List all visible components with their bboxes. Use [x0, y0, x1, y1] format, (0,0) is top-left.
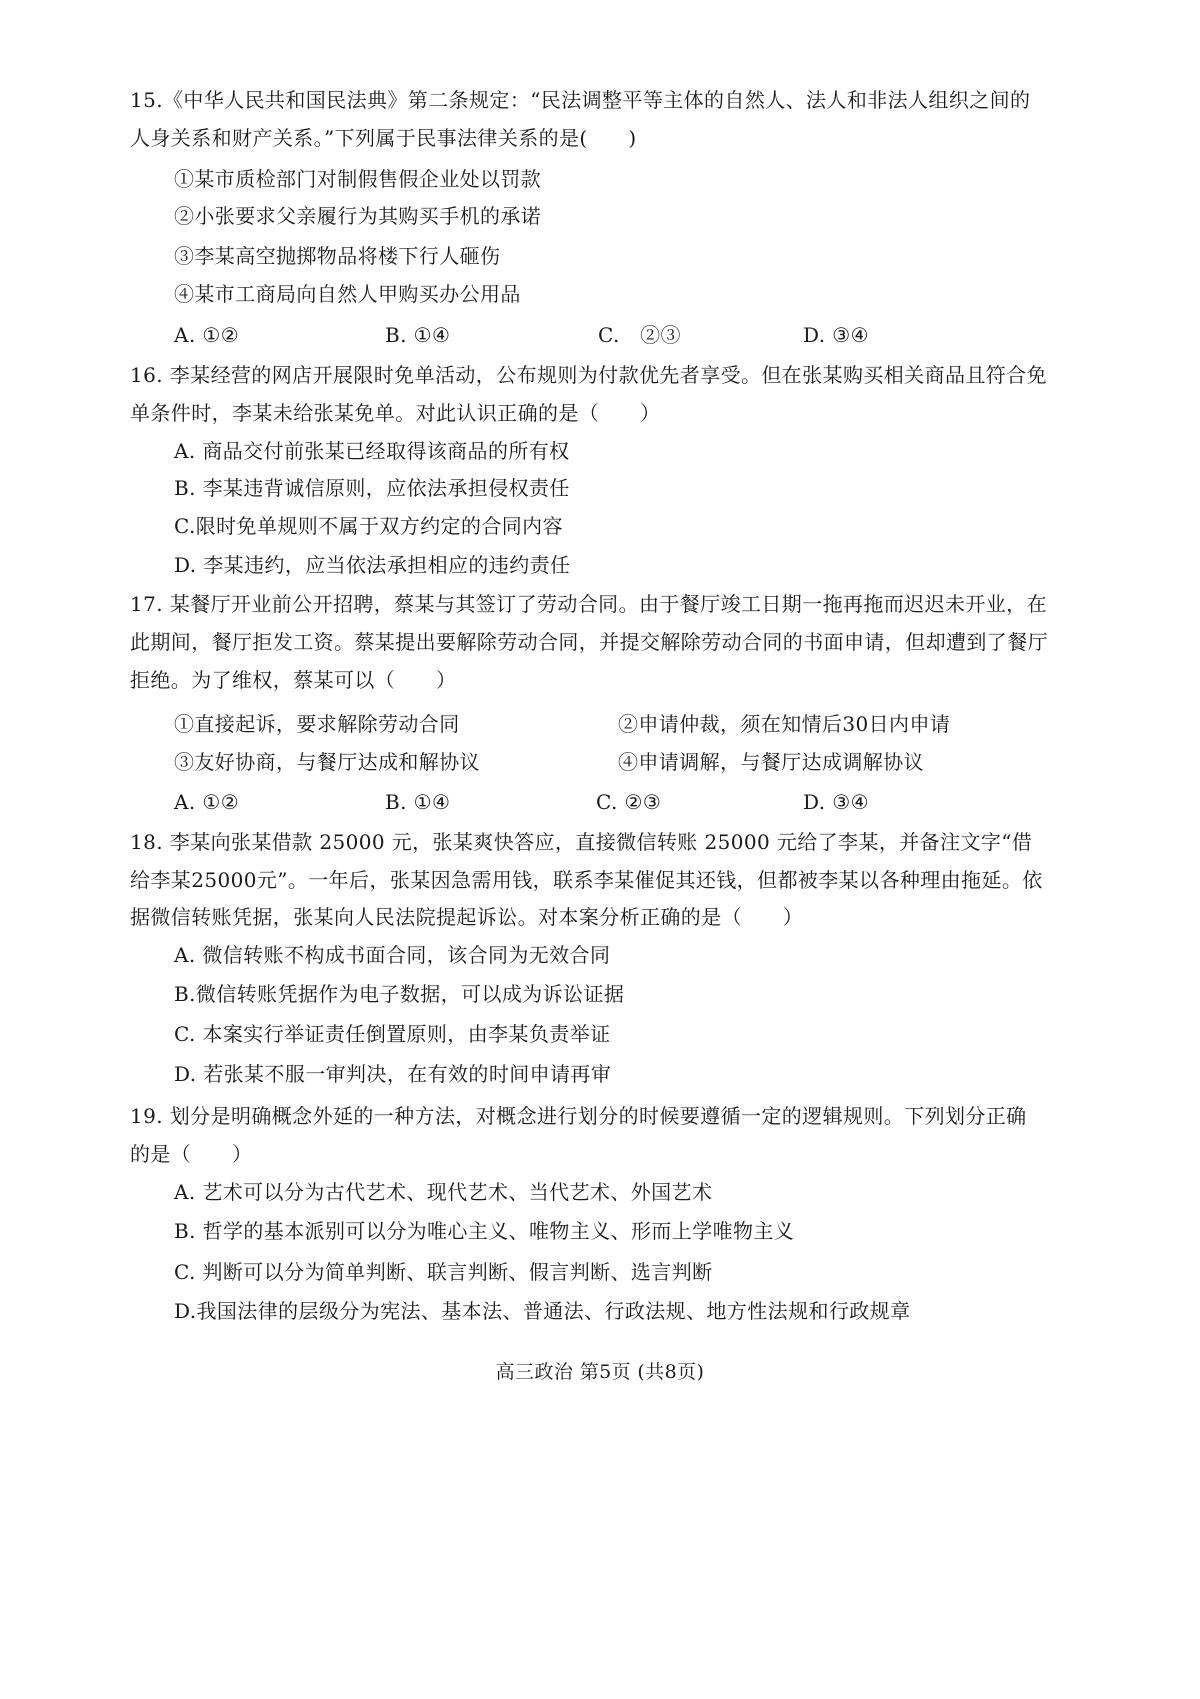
q18-stem-line1: 18. 李某向张某借款 25000 元，张某爽快答应，直接微信转账 25000 元给了李某，并备注文字“借: [130, 830, 1033, 854]
q18-choice-a: A. 微信转账不构成书面合同，该合同为无效合同: [174, 943, 611, 967]
q17-choice-c: C. ②③: [596, 790, 662, 814]
q18-stem-line2: 给李某25000元”。一年后，张某因急需用钱，联系李某催促其还钱，但都被李某以各种理由拖延。依: [130, 868, 1043, 892]
q15-item-2: ②小张要求父亲履行为其购买手机的承诺: [174, 204, 542, 228]
q15-choice-b: B. ①④: [385, 323, 451, 347]
q19-stem-line2: 的是（ ）: [130, 1142, 253, 1166]
q17-choice-d: D. ③④: [803, 790, 869, 814]
q19-choice-b: B. 哲学的基本派别可以分为唯心主义、唯物主义、形而上学唯物主义: [174, 1219, 795, 1243]
q15-item-4: ④某市工商局向自然人甲购买办公用品: [174, 282, 521, 306]
q17-choice-b: B. ①④: [385, 790, 451, 814]
q17-item-1: ①直接起诉，要求解除劳动合同: [174, 712, 460, 736]
q16-choice-b: B. 李某违背诚信原则，应依法承担侵权责任: [174, 476, 570, 500]
q19-choice-c: C. 判断可以分为简单判断、联言判断、假言判断、选言判断: [174, 1260, 713, 1284]
q18-choice-d: D. 若张某不服一审判决，在有效的时间申请再审: [174, 1062, 612, 1086]
q19-choice-d: D.我国法律的层级分为宪法、基本法、普通法、行政法规、地方性法规和行政规章: [174, 1299, 911, 1323]
q19-choice-a: A. 艺术可以分为古代艺术、现代艺术、当代艺术、外国艺术: [174, 1180, 713, 1204]
q16-choice-d: D. 李某违约，应当依法承担相应的违约责任: [174, 553, 571, 577]
q16-stem-line2: 单条件时，李某未给张某免单。对此认识正确的是（ ）: [130, 401, 661, 425]
q17-stem-line1: 17. 某餐厅开业前公开招聘，蔡某与其签订了劳动合同。由于餐厅竣工日期一拖再拖而迟迟未开业，在: [130, 592, 1047, 616]
q19-stem-line1: 19. 划分是明确概念外延的一种方法，对概念进行划分的时候要遵循一定的逻辑规则。下列划分正确: [130, 1104, 1027, 1128]
q17-stem-line3: 拒绝。为了维权，蔡某可以（ ）: [130, 668, 457, 692]
q16-choice-c: C.限时免单规则不属于双方约定的合同内容: [174, 514, 563, 538]
q17-item-3: ③友好协商，与餐厅达成和解协议: [174, 750, 480, 774]
q15-stem-line2: 人身关系和财产关系。”下列属于民事法律关系的是( ): [130, 126, 637, 150]
q17-item-2: ②申请仲裁，须在知情后30日内申请: [618, 712, 951, 736]
q17-item-4: ④申请调解，与餐厅达成调解协议: [618, 750, 924, 774]
q15-choice-a: A. ①②: [174, 323, 240, 347]
q15-item-3: ③李某高空抛掷物品将楼下行人砸伤: [174, 244, 501, 268]
page-footer: 高三政治 第5页 (共8页): [495, 1361, 705, 1383]
q16-choice-a: A. 商品交付前张某已经取得该商品的所有权: [174, 439, 570, 463]
q15-stem-line1: 15.《中华人民共和国民法典》第二条规定：“民法调整平等主体的自然人、法人和非法人组织之间的: [130, 88, 1031, 112]
q17-stem-line2: 此期间，餐厅拒发工资。蔡某提出要解除劳动合同，并提交解除劳动合同的书面申请，但却遭到了餐厅: [130, 630, 1048, 654]
q18-choice-b: B.微信转账凭据作为电子数据，可以成为诉讼证据: [174, 982, 625, 1006]
q16-stem-line1: 16. 李某经营的网店开展限时免单活动，公布规则为付款优先者享受。但在张某购买相关商品且符合免: [130, 363, 1047, 387]
q15-choice-d: D. ③④: [803, 323, 869, 347]
q15-item-1: ①某市质检部门对制假售假企业处以罚款: [174, 167, 542, 191]
q15-choice-c: C. ②③: [598, 323, 681, 347]
q18-choice-c: C. 本案实行举证责任倒置原则，由李某负责举证: [174, 1022, 611, 1046]
q18-stem-line3: 据微信转账凭据，张某向人民法院提起诉讼。对本案分析正确的是（ ）: [130, 905, 804, 929]
q17-choice-a: A. ①②: [174, 790, 240, 814]
